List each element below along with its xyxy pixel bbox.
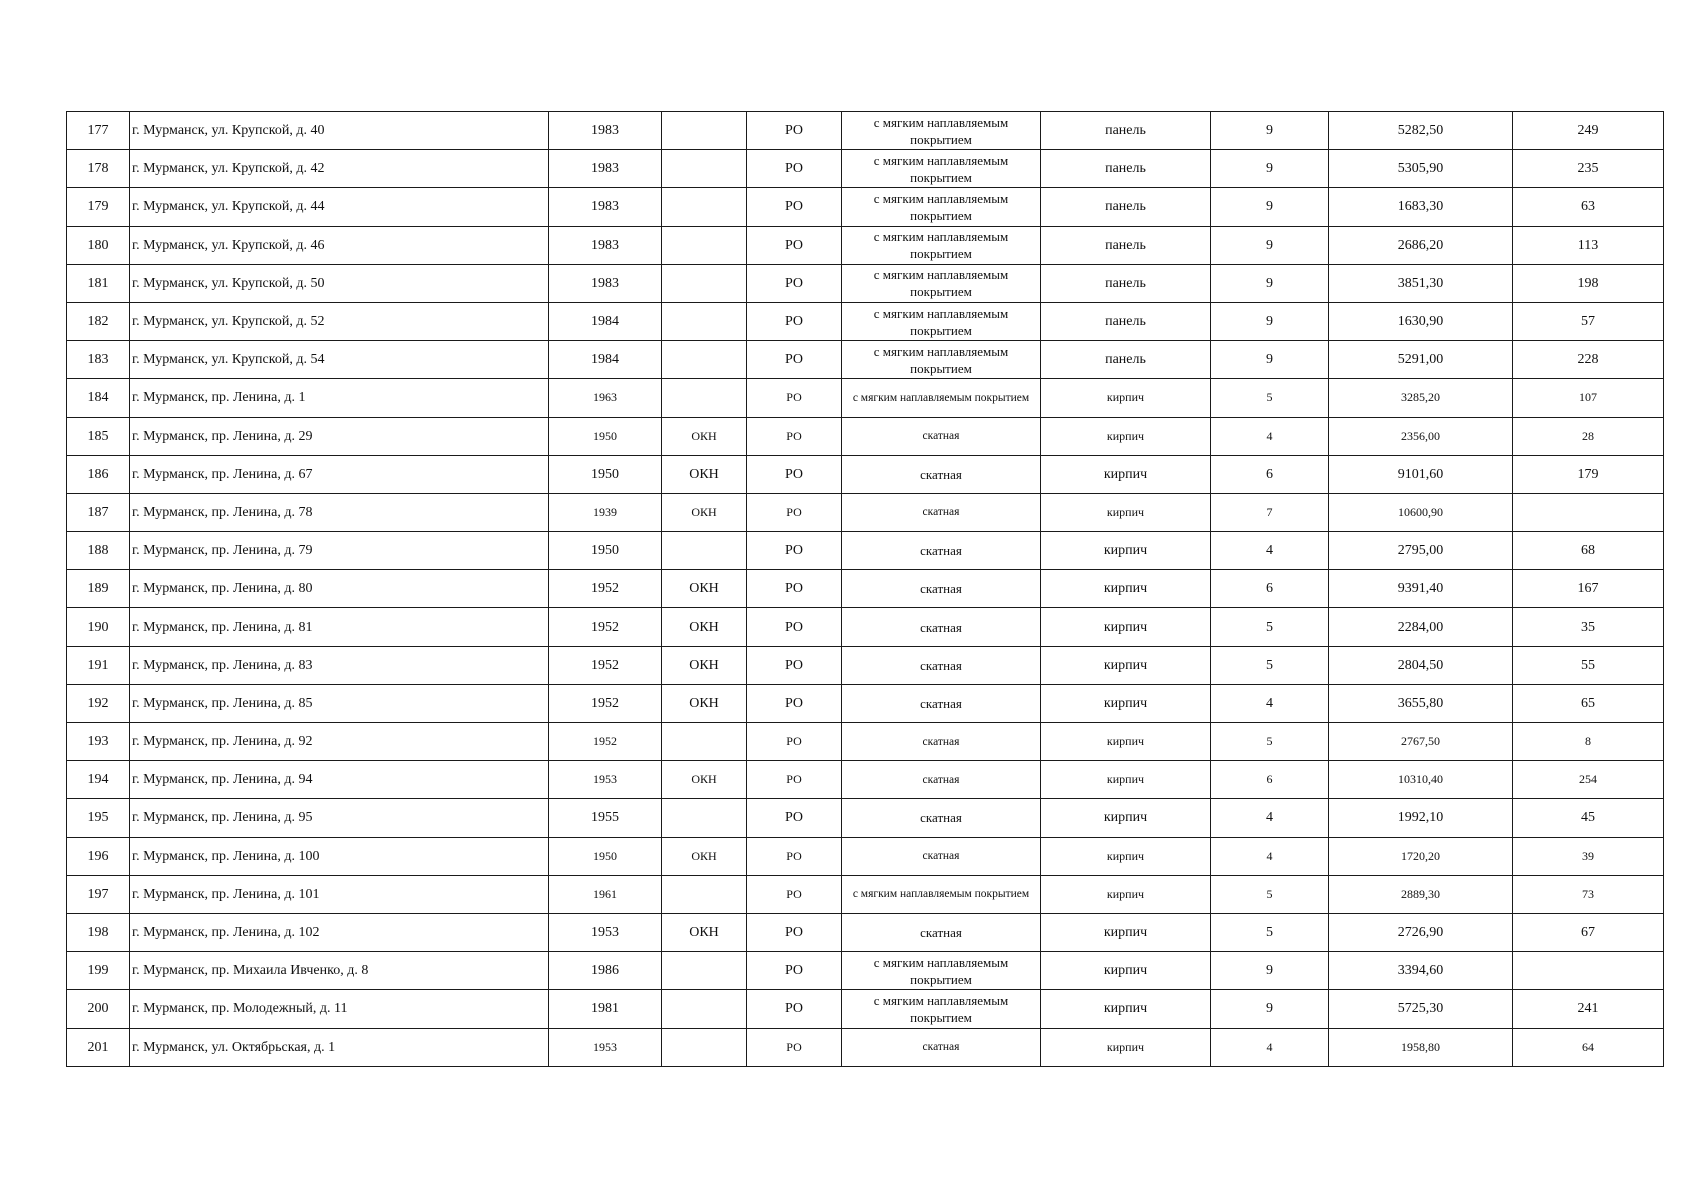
ro-cell: РО [747, 188, 842, 226]
floors-cell: 4 [1211, 1028, 1329, 1066]
residents-cell: 167 [1513, 570, 1664, 608]
area-cell: 2726,90 [1329, 913, 1513, 951]
wall-material-cell: кирпич [1041, 799, 1211, 837]
table-row [67, 379, 1664, 417]
wall-material-cell: кирпич [1041, 990, 1211, 1028]
table-row [67, 417, 1664, 455]
okn-cell: ОКН [662, 684, 747, 722]
roof-type-cell: скатная [842, 570, 1041, 608]
address-cell: г. Мурманск, пр. Ленина, д. 102 [130, 913, 549, 951]
year-cell: 1950 [549, 455, 662, 493]
year-cell: 1952 [549, 684, 662, 722]
roof-type-cell: с мягким наплавляемым покрытием [842, 379, 1041, 417]
roof-type-cell: скатная [842, 913, 1041, 951]
okn-cell [662, 188, 747, 226]
residents-cell: 39 [1513, 837, 1664, 875]
okn-cell: ОКН [662, 646, 747, 684]
ro-cell: РО [747, 1028, 842, 1066]
table-row [67, 913, 1664, 951]
okn-cell: ОКН [662, 570, 747, 608]
ro-cell: РО [747, 112, 842, 150]
area-cell: 3655,80 [1329, 684, 1513, 722]
table-row [67, 952, 1664, 990]
area-cell: 1958,80 [1329, 1028, 1513, 1066]
okn-cell: ОКН [662, 493, 747, 531]
wall-material-cell: кирпич [1041, 837, 1211, 875]
roof-type-cell: с мягким наплавляемым покрытием [842, 302, 1041, 340]
table-row [67, 226, 1664, 264]
floors-cell: 4 [1211, 837, 1329, 875]
ro-cell: РО [747, 379, 842, 417]
year-cell: 1984 [549, 302, 662, 340]
row-number-cell: 182 [67, 302, 130, 340]
residents-cell [1513, 493, 1664, 531]
roof-type-cell: скатная [842, 417, 1041, 455]
row-number-cell: 194 [67, 761, 130, 799]
row-number-cell: 200 [67, 990, 130, 1028]
table-row [67, 341, 1664, 379]
area-cell: 2767,50 [1329, 723, 1513, 761]
residents-cell: 35 [1513, 608, 1664, 646]
row-number-cell: 197 [67, 875, 130, 913]
okn-cell [662, 1028, 747, 1066]
residents-cell [1513, 952, 1664, 990]
table-row [67, 112, 1664, 150]
residents-cell: 55 [1513, 646, 1664, 684]
address-cell: г. Мурманск, ул. Крупской, д. 52 [130, 302, 549, 340]
roof-type-cell: с мягким наплавляемым покрытием [842, 990, 1041, 1028]
residents-cell: 67 [1513, 913, 1664, 951]
ro-cell: РО [747, 608, 842, 646]
floors-cell: 5 [1211, 646, 1329, 684]
wall-material-cell: кирпич [1041, 684, 1211, 722]
roof-type-cell: с мягким наплавляемым покрытием [842, 188, 1041, 226]
wall-material-cell: панель [1041, 150, 1211, 188]
row-number-cell: 177 [67, 112, 130, 150]
row-number-cell: 179 [67, 188, 130, 226]
floors-cell: 5 [1211, 723, 1329, 761]
roof-type-cell: скатная [842, 837, 1041, 875]
floors-cell: 9 [1211, 952, 1329, 990]
address-cell: г. Мурманск, пр. Ленина, д. 29 [130, 417, 549, 455]
okn-cell [662, 341, 747, 379]
wall-material-cell: кирпич [1041, 493, 1211, 531]
area-cell: 5291,00 [1329, 341, 1513, 379]
wall-material-cell: кирпич [1041, 417, 1211, 455]
floors-cell: 7 [1211, 493, 1329, 531]
ro-cell: РО [747, 646, 842, 684]
residents-cell: 107 [1513, 379, 1664, 417]
wall-material-cell: кирпич [1041, 875, 1211, 913]
floors-cell: 9 [1211, 264, 1329, 302]
year-cell: 1983 [549, 112, 662, 150]
ro-cell: РО [747, 302, 842, 340]
row-number-cell: 185 [67, 417, 130, 455]
roof-type-cell: с мягким наплавляемым покрытием [842, 952, 1041, 990]
wall-material-cell: кирпич [1041, 379, 1211, 417]
address-cell: г. Мурманск, пр. Ленина, д. 83 [130, 646, 549, 684]
area-cell: 2356,00 [1329, 417, 1513, 455]
okn-cell [662, 799, 747, 837]
row-number-cell: 178 [67, 150, 130, 188]
ro-cell: РО [747, 913, 842, 951]
ro-cell: РО [747, 455, 842, 493]
row-number-cell: 181 [67, 264, 130, 302]
year-cell: 1952 [549, 570, 662, 608]
residents-cell: 228 [1513, 341, 1664, 379]
okn-cell [662, 264, 747, 302]
area-cell: 3851,30 [1329, 264, 1513, 302]
okn-cell: ОКН [662, 837, 747, 875]
row-number-cell: 192 [67, 684, 130, 722]
row-number-cell: 188 [67, 532, 130, 570]
residents-cell: 73 [1513, 875, 1664, 913]
area-cell: 2284,00 [1329, 608, 1513, 646]
row-number-cell: 196 [67, 837, 130, 875]
year-cell: 1950 [549, 417, 662, 455]
address-cell: г. Мурманск, ул. Октябрьская, д. 1 [130, 1028, 549, 1066]
wall-material-cell: кирпич [1041, 455, 1211, 493]
wall-material-cell: панель [1041, 226, 1211, 264]
address-cell: г. Мурманск, пр. Ленина, д. 81 [130, 608, 549, 646]
area-cell: 10600,90 [1329, 493, 1513, 531]
roof-type-cell: с мягким наплавляемым покрытием [842, 264, 1041, 302]
row-number-cell: 198 [67, 913, 130, 951]
ro-cell: РО [747, 226, 842, 264]
year-cell: 1952 [549, 646, 662, 684]
wall-material-cell: кирпич [1041, 952, 1211, 990]
address-cell: г. Мурманск, ул. Крупской, д. 46 [130, 226, 549, 264]
table-row [67, 761, 1664, 799]
residents-cell: 179 [1513, 455, 1664, 493]
wall-material-cell: панель [1041, 302, 1211, 340]
row-number-cell: 186 [67, 455, 130, 493]
ro-cell: РО [747, 532, 842, 570]
year-cell: 1950 [549, 837, 662, 875]
roof-type-cell: с мягким наплавляемым покрытием [842, 341, 1041, 379]
address-cell: г. Мурманск, ул. Крупской, д. 44 [130, 188, 549, 226]
address-cell: г. Мурманск, пр. Молодежный, д. 11 [130, 990, 549, 1028]
roof-type-cell: скатная [842, 493, 1041, 531]
okn-cell [662, 226, 747, 264]
ro-cell: РО [747, 150, 842, 188]
floors-cell: 4 [1211, 684, 1329, 722]
address-cell: г. Мурманск, пр. Ленина, д. 100 [130, 837, 549, 875]
year-cell: 1953 [549, 913, 662, 951]
area-cell: 3285,20 [1329, 379, 1513, 417]
document-page [66, 111, 1663, 1067]
floors-cell: 4 [1211, 417, 1329, 455]
wall-material-cell: кирпич [1041, 913, 1211, 951]
address-cell: г. Мурманск, ул. Крупской, д. 42 [130, 150, 549, 188]
area-cell: 3394,60 [1329, 952, 1513, 990]
roof-type-cell: с мягким наплавляемым покрытием [842, 112, 1041, 150]
year-cell: 1955 [549, 799, 662, 837]
floors-cell: 4 [1211, 532, 1329, 570]
okn-cell: ОКН [662, 913, 747, 951]
address-cell: г. Мурманск, пр. Ленина, д. 78 [130, 493, 549, 531]
year-cell: 1952 [549, 723, 662, 761]
year-cell: 1981 [549, 990, 662, 1028]
year-cell: 1986 [549, 952, 662, 990]
row-number-cell: 184 [67, 379, 130, 417]
ro-cell: РО [747, 264, 842, 302]
residents-cell: 113 [1513, 226, 1664, 264]
address-cell: г. Мурманск, пр. Ленина, д. 79 [130, 532, 549, 570]
row-number-cell: 187 [67, 493, 130, 531]
table-row [67, 646, 1664, 684]
residents-cell: 28 [1513, 417, 1664, 455]
floors-cell: 9 [1211, 341, 1329, 379]
table-body [67, 112, 1664, 1067]
year-cell: 1961 [549, 875, 662, 913]
address-cell: г. Мурманск, пр. Ленина, д. 101 [130, 875, 549, 913]
floors-cell: 4 [1211, 799, 1329, 837]
table-row [67, 570, 1664, 608]
row-number-cell: 193 [67, 723, 130, 761]
buildings-table [66, 111, 1664, 1067]
floors-cell: 9 [1211, 112, 1329, 150]
row-number-cell: 201 [67, 1028, 130, 1066]
floors-cell: 9 [1211, 150, 1329, 188]
address-cell: г. Мурманск, ул. Крупской, д. 40 [130, 112, 549, 150]
row-number-cell: 199 [67, 952, 130, 990]
table-row [67, 188, 1664, 226]
year-cell: 1953 [549, 761, 662, 799]
okn-cell [662, 302, 747, 340]
roof-type-cell: скатная [842, 1028, 1041, 1066]
residents-cell: 64 [1513, 1028, 1664, 1066]
roof-type-cell: скатная [842, 723, 1041, 761]
area-cell: 1683,30 [1329, 188, 1513, 226]
row-number-cell: 195 [67, 799, 130, 837]
address-cell: г. Мурманск, пр. Ленина, д. 67 [130, 455, 549, 493]
residents-cell: 254 [1513, 761, 1664, 799]
roof-type-cell: скатная [842, 646, 1041, 684]
floors-cell: 9 [1211, 226, 1329, 264]
area-cell: 5282,50 [1329, 112, 1513, 150]
wall-material-cell: панель [1041, 188, 1211, 226]
area-cell: 5305,90 [1329, 150, 1513, 188]
okn-cell: ОКН [662, 608, 747, 646]
ro-cell: РО [747, 417, 842, 455]
wall-material-cell: кирпич [1041, 761, 1211, 799]
roof-type-cell: скатная [842, 761, 1041, 799]
roof-type-cell: скатная [842, 532, 1041, 570]
area-cell: 2804,50 [1329, 646, 1513, 684]
ro-cell: РО [747, 952, 842, 990]
year-cell: 1983 [549, 150, 662, 188]
roof-type-cell: скатная [842, 455, 1041, 493]
residents-cell: 8 [1513, 723, 1664, 761]
roof-type-cell: скатная [842, 684, 1041, 722]
table-row [67, 684, 1664, 722]
area-cell: 2889,30 [1329, 875, 1513, 913]
residents-cell: 241 [1513, 990, 1664, 1028]
floors-cell: 5 [1211, 913, 1329, 951]
wall-material-cell: панель [1041, 341, 1211, 379]
residents-cell: 63 [1513, 188, 1664, 226]
table-row [67, 608, 1664, 646]
ro-cell: РО [747, 837, 842, 875]
ro-cell: РО [747, 493, 842, 531]
area-cell: 2686,20 [1329, 226, 1513, 264]
wall-material-cell: кирпич [1041, 646, 1211, 684]
year-cell: 1953 [549, 1028, 662, 1066]
table-row [67, 990, 1664, 1028]
address-cell: г. Мурманск, пр. Ленина, д. 94 [130, 761, 549, 799]
table-row [67, 493, 1664, 531]
residents-cell: 45 [1513, 799, 1664, 837]
floors-cell: 9 [1211, 188, 1329, 226]
table-row [67, 302, 1664, 340]
year-cell: 1963 [549, 379, 662, 417]
wall-material-cell: кирпич [1041, 1028, 1211, 1066]
address-cell: г. Мурманск, ул. Крупской, д. 54 [130, 341, 549, 379]
roof-type-cell: скатная [842, 799, 1041, 837]
area-cell: 10310,40 [1329, 761, 1513, 799]
address-cell: г. Мурманск, пр. Ленина, д. 80 [130, 570, 549, 608]
address-cell: г. Мурманск, пр. Ленина, д. 1 [130, 379, 549, 417]
table-row [67, 532, 1664, 570]
residents-cell: 249 [1513, 112, 1664, 150]
area-cell: 1630,90 [1329, 302, 1513, 340]
address-cell: г. Мурманск, пр. Ленина, д. 92 [130, 723, 549, 761]
roof-type-cell: скатная [842, 608, 1041, 646]
table-row [67, 799, 1664, 837]
ro-cell: РО [747, 990, 842, 1028]
okn-cell: ОКН [662, 761, 747, 799]
okn-cell [662, 112, 747, 150]
floors-cell: 6 [1211, 455, 1329, 493]
roof-type-cell: с мягким наплавляемым покрытием [842, 875, 1041, 913]
residents-cell: 57 [1513, 302, 1664, 340]
year-cell: 1984 [549, 341, 662, 379]
okn-cell [662, 990, 747, 1028]
table-row [67, 1028, 1664, 1066]
okn-cell: ОКН [662, 455, 747, 493]
okn-cell [662, 532, 747, 570]
row-number-cell: 191 [67, 646, 130, 684]
okn-cell [662, 875, 747, 913]
address-cell: г. Мурманск, пр. Ленина, д. 85 [130, 684, 549, 722]
residents-cell: 198 [1513, 264, 1664, 302]
address-cell: г. Мурманск, ул. Крупской, д. 50 [130, 264, 549, 302]
floors-cell: 6 [1211, 761, 1329, 799]
year-cell: 1939 [549, 493, 662, 531]
area-cell: 1720,20 [1329, 837, 1513, 875]
address-cell: г. Мурманск, пр. Михаила Ивченко, д. 8 [130, 952, 549, 990]
ro-cell: РО [747, 761, 842, 799]
floors-cell: 5 [1211, 608, 1329, 646]
residents-cell: 65 [1513, 684, 1664, 722]
wall-material-cell: панель [1041, 112, 1211, 150]
area-cell: 2795,00 [1329, 532, 1513, 570]
table-row [67, 264, 1664, 302]
wall-material-cell: кирпич [1041, 723, 1211, 761]
table-row [67, 723, 1664, 761]
floors-cell: 9 [1211, 302, 1329, 340]
wall-material-cell: кирпич [1041, 570, 1211, 608]
floors-cell: 5 [1211, 875, 1329, 913]
ro-cell: РО [747, 570, 842, 608]
table-row [67, 837, 1664, 875]
table-row [67, 150, 1664, 188]
row-number-cell: 180 [67, 226, 130, 264]
table-row [67, 455, 1664, 493]
floors-cell: 9 [1211, 990, 1329, 1028]
year-cell: 1983 [549, 226, 662, 264]
ro-cell: РО [747, 723, 842, 761]
row-number-cell: 183 [67, 341, 130, 379]
wall-material-cell: панель [1041, 264, 1211, 302]
residents-cell: 68 [1513, 532, 1664, 570]
okn-cell [662, 723, 747, 761]
area-cell: 9101,60 [1329, 455, 1513, 493]
okn-cell [662, 150, 747, 188]
wall-material-cell: кирпич [1041, 608, 1211, 646]
ro-cell: РО [747, 341, 842, 379]
roof-type-cell: с мягким наплавляемым покрытием [842, 226, 1041, 264]
area-cell: 9391,40 [1329, 570, 1513, 608]
okn-cell: ОКН [662, 417, 747, 455]
wall-material-cell: кирпич [1041, 532, 1211, 570]
area-cell: 5725,30 [1329, 990, 1513, 1028]
row-number-cell: 190 [67, 608, 130, 646]
okn-cell [662, 379, 747, 417]
okn-cell [662, 952, 747, 990]
year-cell: 1950 [549, 532, 662, 570]
year-cell: 1952 [549, 608, 662, 646]
row-number-cell: 189 [67, 570, 130, 608]
ro-cell: РО [747, 684, 842, 722]
floors-cell: 5 [1211, 379, 1329, 417]
year-cell: 1983 [549, 264, 662, 302]
table-row [67, 875, 1664, 913]
year-cell: 1983 [549, 188, 662, 226]
roof-type-cell: с мягким наплавляемым покрытием [842, 150, 1041, 188]
ro-cell: РО [747, 799, 842, 837]
address-cell: г. Мурманск, пр. Ленина, д. 95 [130, 799, 549, 837]
ro-cell: РО [747, 875, 842, 913]
area-cell: 1992,10 [1329, 799, 1513, 837]
floors-cell: 6 [1211, 570, 1329, 608]
residents-cell: 235 [1513, 150, 1664, 188]
